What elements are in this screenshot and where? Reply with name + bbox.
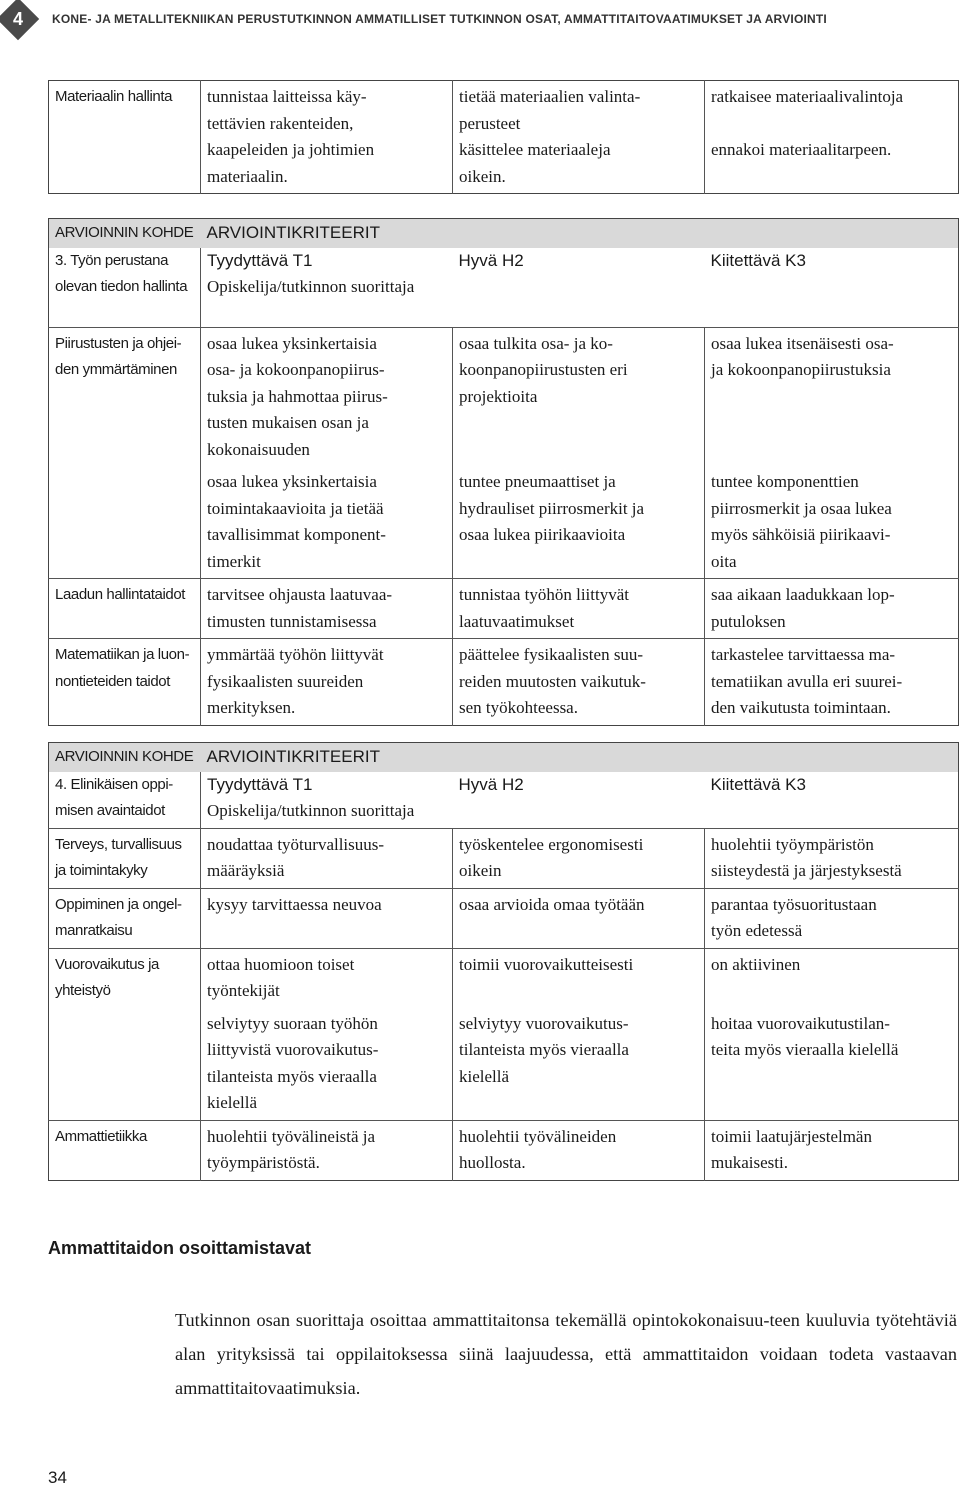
cell-h2: tietää materiaalien valinta- perusteet käsittelee materiaaleja oikein.: [453, 81, 705, 194]
section-title: 4. Elinikäisen oppi- misen avaintaidot: [49, 772, 201, 829]
cell-k3: tuntee komponenttien piirrosmerkit ja osaa lukea myös sähköisiä piirikaavi- oita: [705, 466, 959, 579]
cell-t1: noudattaa työturvallisuus- määräyksiä: [207, 834, 385, 880]
level-k3: Kiitettävä K3: [710, 774, 806, 794]
table-materiaalin-hallinta: [48, 80, 959, 194]
cell-k3: osaa lukea itsenäisesti osa- ja kokoonpanopiirustuksia: [705, 327, 959, 466]
col-kohde: ARVIOINNIN KOHDE: [49, 219, 201, 248]
level-k3: Kiitettävä K3: [710, 250, 806, 270]
cell-k3: tarkastelee tarvittaessa ma- tematiikan avulla eri suurei- den vaikutusta toimintaan.: [705, 639, 959, 726]
section-heading: Ammattitaidon osoittamistavat: [48, 1238, 312, 1258]
subject: Opiskelija/tutkinnon suorittaja: [207, 277, 415, 296]
cell-h2: selviytyy vuorovaikutus- tilanteista myös vieraalla kielellä: [453, 1008, 705, 1121]
level-t1: Tyydyttävä T1: [207, 774, 313, 794]
cell-k3: ratkaisee materiaalivalintoja ennakoi materiaalitarpeen.: [705, 81, 959, 194]
cell-t1: ymmärtää työhön liittyvät fysikaalisten suureiden merkityksen.: [207, 645, 384, 717]
level-h2: Hyvä H2: [458, 250, 524, 270]
row-label: Oppiminen ja ongel- manratkaisu: [49, 888, 201, 948]
col-kohde: ARVIOINNIN KOHDE: [49, 743, 201, 772]
row-label: Vuorovaikutus ja yhteistyö: [49, 948, 201, 1120]
table-row: [49, 1120, 959, 1180]
table-tiedon-hallinta: [48, 218, 959, 726]
cell-k3: on aktiivinen: [705, 948, 959, 1008]
chapter-number: 4: [12, 9, 23, 29]
cell-t1: tarvitsee ohjausta laatuvaa- timusten tunnistamisessa: [207, 585, 393, 631]
cell-t1: osaa lukea yksinkertaisia osa- ja kokoonpanopiirus- tuksia ja hahmottaa piirus- tusten mukaisen osan ja kokonaisuuden: [207, 333, 388, 459]
cell-t1: selviytyy suoraan työhön liittyvistä vuorovaikutus- tilanteista myös vieraalla kielellä: [207, 1013, 379, 1112]
cell-h2: osaa arvioida omaa työtään: [453, 888, 705, 948]
table-row: [49, 888, 959, 948]
table-row: [49, 948, 959, 1008]
row-label: Piirustusten ja ohjei- den ymmärtäminen: [49, 327, 201, 579]
cell-h2: toimii vuorovaikutteisesti: [453, 948, 705, 1008]
section-body: Tutkinnon osan suorittaja osoittaa ammattitaitonsa tekemällä opintokokonaisuu-teen kuuluvia työtehtäviä alan yrityksissä tai oppilaitoksessa siinä laajuudessa, että ammattitaidon voidaan todeta vastaavan ammattitaitovaatimuksia.: [175, 1310, 957, 1398]
cell-t1: huolehtii työvälineistä ja työympäristöstä.: [207, 1126, 376, 1172]
cell-t1: ottaa huomioon toiset työntekijät: [207, 954, 355, 1000]
section-title: 3. Työn perustana olevan tiedon hallinta: [49, 248, 201, 328]
row-label: Matematiikan ja luon- nontieteiden taidot: [49, 639, 201, 726]
level-t1: Tyydyttävä T1: [207, 250, 313, 270]
cell-h2: työskentelee ergonomisesti oikein: [453, 828, 705, 888]
table-row: [49, 772, 959, 799]
col-kriteerit: ARVIOINTIKRITEERIT: [201, 219, 959, 248]
level-h2: Hyvä H2: [458, 774, 524, 794]
table-row: [49, 327, 959, 466]
page-number: 34: [48, 1468, 67, 1487]
row-label: Materiaalin hallinta: [55, 88, 173, 105]
table-row: [49, 639, 959, 726]
table-avaintaidot: [48, 742, 959, 1181]
cell-k3: huolehtii työympäristön siisteydestä ja järjestyksestä: [705, 828, 959, 888]
row-label: Terveys, turvallisuus ja toimintakyky: [49, 828, 201, 888]
cell-k3: parantaa työsuoritustaan työn edetessä: [705, 888, 959, 948]
cell-t1: tunnistaa laitteissa käy- tettävien rakenteiden, kaapeleiden ja johtimien materiaalin.: [201, 81, 453, 194]
cell-h2: tunnistaa työhön liittyvät laatuvaatimukset: [453, 579, 705, 639]
cell-h2: tuntee pneumaattiset ja hydrauliset piirrosmerkit ja osaa lukea piirikaavioita: [453, 466, 705, 579]
cell-k3: hoitaa vuorovaikutustilan- teita myös vieraalla kielellä: [705, 1008, 959, 1121]
row-label: Ammattietiikka: [49, 1120, 201, 1180]
table-row: [49, 579, 959, 639]
cell-t1: osaa lukea yksinkertaisia toimintakaavioita ja tietää tavallisimmat komponent- timerkit: [207, 472, 386, 571]
cell-t1: kysyy tarvittaessa neuvoa: [207, 894, 382, 914]
table-header-row: [49, 219, 959, 248]
cell-h2: päättelee fysikaalisten suu- reiden muutosten vaikutuk- sen työkohteessa.: [453, 639, 705, 726]
cell-k3: saa aikaan laadukkaan lop- putuloksen: [705, 579, 959, 639]
table-row: [49, 248, 959, 275]
row-label: Laadun hallintataidot: [49, 579, 201, 639]
cell-h2: osaa tulkita osa- ja ko- koonpanopiirustusten eri projektioita: [453, 327, 705, 466]
col-kriteerit: ARVIOINTIKRITEERIT: [201, 743, 959, 772]
page-header: [0, 0, 960, 40]
subject: Opiskelija/tutkinnon suorittaja: [207, 801, 415, 821]
cell-h2: huolehtii työvälineiden huollosta.: [453, 1120, 705, 1180]
table-row: [49, 81, 959, 194]
table-header-row: [49, 743, 959, 772]
cell-k3: toimii laatujärjestelmän mukaisesti.: [705, 1120, 959, 1180]
header-title: KONE- JA METALLITEKNIIKAN PERUSTUTKINNON AMMATILLISET TUTKINNON OSAT, AMMATTITAITOVAATIMUKSET JA ARVIOINTI: [52, 12, 827, 26]
table-row: [49, 828, 959, 888]
